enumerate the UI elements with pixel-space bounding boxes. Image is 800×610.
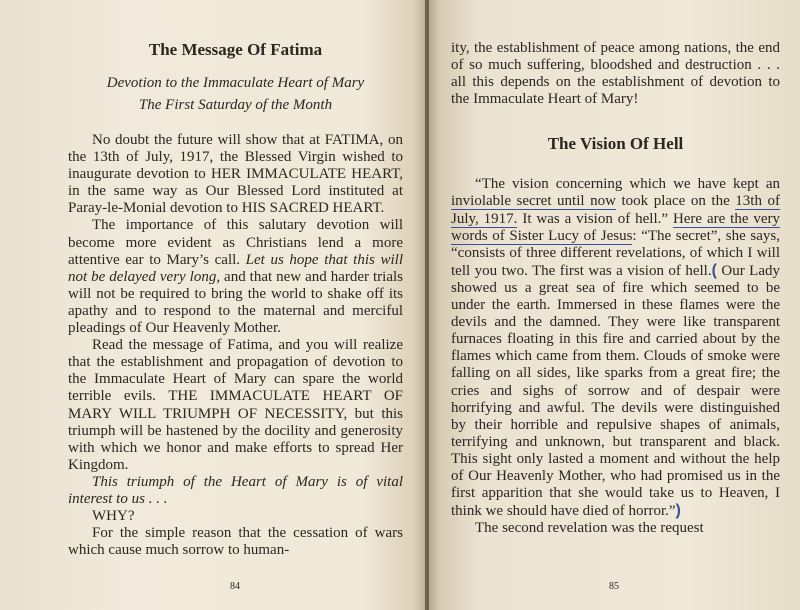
left-paragraph-2-italic: Let us hope that this will not be delayed very long, <box>68 251 403 285</box>
right-page-number: 85 <box>609 581 619 592</box>
left-paragraph-2-c: and that new and harder trials will not be required to bring the world to shake off its apathy and to respond to the maternal and merciful pleadings of Our Heavenly Mother. <box>68 268 403 337</box>
underline-inviolable-secret: inviolable secret until now <box>451 193 616 210</box>
right-p1-e: Our Lady showed us a great sea of fire which seemed to be under the earth. Immersed in these flames were the devils and the damned. They were like transparent furnaces floating in this fire and carried about by the flames which came from them. Clouds of smoke were falling on all sides, like sparks from a great fire; the cries and sighs of sorrow and of despair were horrifying and awful. The devils were distinguished by their horrible and repulsive shapes of animals, terrifying and unknown, but transparent and black. This sight only lasted a moment and without the help of Our Heavenly Mother, who had promised us in the first apparition that she would take us to Heaven, I think we should have died of horror.” <box>451 262 780 520</box>
right-paragraph-2: The second revelation was the request <box>475 520 704 537</box>
left-page-body <box>68 132 403 559</box>
left-paragraph-3: Read the message of Fatima, and you will realize that the establishment and propagation of devotion to the Immaculate Heart of Mary can spare the world terrible evils. THE IMMACULATE HEART OF MARY WILL TRIUMPH OF NECESSITY, but this triumph will be hastened by the docility and generosity with which we honor and make efforts to spread Her Kingdom. <box>68 337 403 473</box>
underline-date: 13th of July, 1917. <box>451 193 781 227</box>
right-page <box>429 0 800 610</box>
left-page-subtitle-2: The First Saturday of the Month <box>138 97 333 113</box>
left-paragraph-4: This triumph of the Heart of Mary is of vital interest to us . . . <box>68 473 403 507</box>
right-p1-a: “The vision concerning which we have kept an <box>475 176 780 193</box>
right-p1-b: took place on the <box>621 193 730 210</box>
left-paragraph-1: No doubt the future will show that at FATIMA, on the 13th of July, 1917, the Blessed Virgin wished to inaugurate devotion to HER IMMACULATE HEART, in the same way as Our Blessed Lord instituted at Paray-le-Monial devotion to HIS SACRED HEART. <box>68 132 403 217</box>
left-page-title: The Message Of Fatima <box>148 40 323 59</box>
underline-sister-lucy: Here are the very words of Sister Lucy of Jesus <box>451 210 781 244</box>
left-paragraph-2-a: The importance of this salutary devotion will become more evident as Christians lend a more attentive ear to Mary’s call. <box>68 217 403 268</box>
right-p1-d: : “The secret”, she says, “consists of three different revelations, of which I will tell you two. The first was a vision of hell. <box>451 227 780 279</box>
left-page-subtitle-1: Devotion to the Immaculate Heart of Mary <box>106 75 365 91</box>
right-p1-c: It was a vision of hell.” <box>522 210 669 227</box>
right-paragraph-0: ity, the establishment of peace among nations, the end of so much suffering, bloodshed and destruction . . . all this depends on the establishment of devotion to the Immaculate Heart of Mary! <box>451 40 780 108</box>
right-page-body <box>451 176 780 537</box>
left-page-number: 84 <box>230 581 240 592</box>
pen-mark-close: ) <box>675 502 681 520</box>
left-paragraph-5: WHY? <box>92 508 135 525</box>
pen-mark-open: ( <box>711 261 717 279</box>
left-paragraph-6: For the simple reason that the cessation of wars which cause much sorrow to human- <box>68 525 403 559</box>
left-paragraph-2 <box>68 217 403 337</box>
right-page-title: The Vision Of Hell <box>547 134 684 154</box>
right-paragraph-1 <box>451 176 780 520</box>
right-page-top-body <box>451 40 780 108</box>
